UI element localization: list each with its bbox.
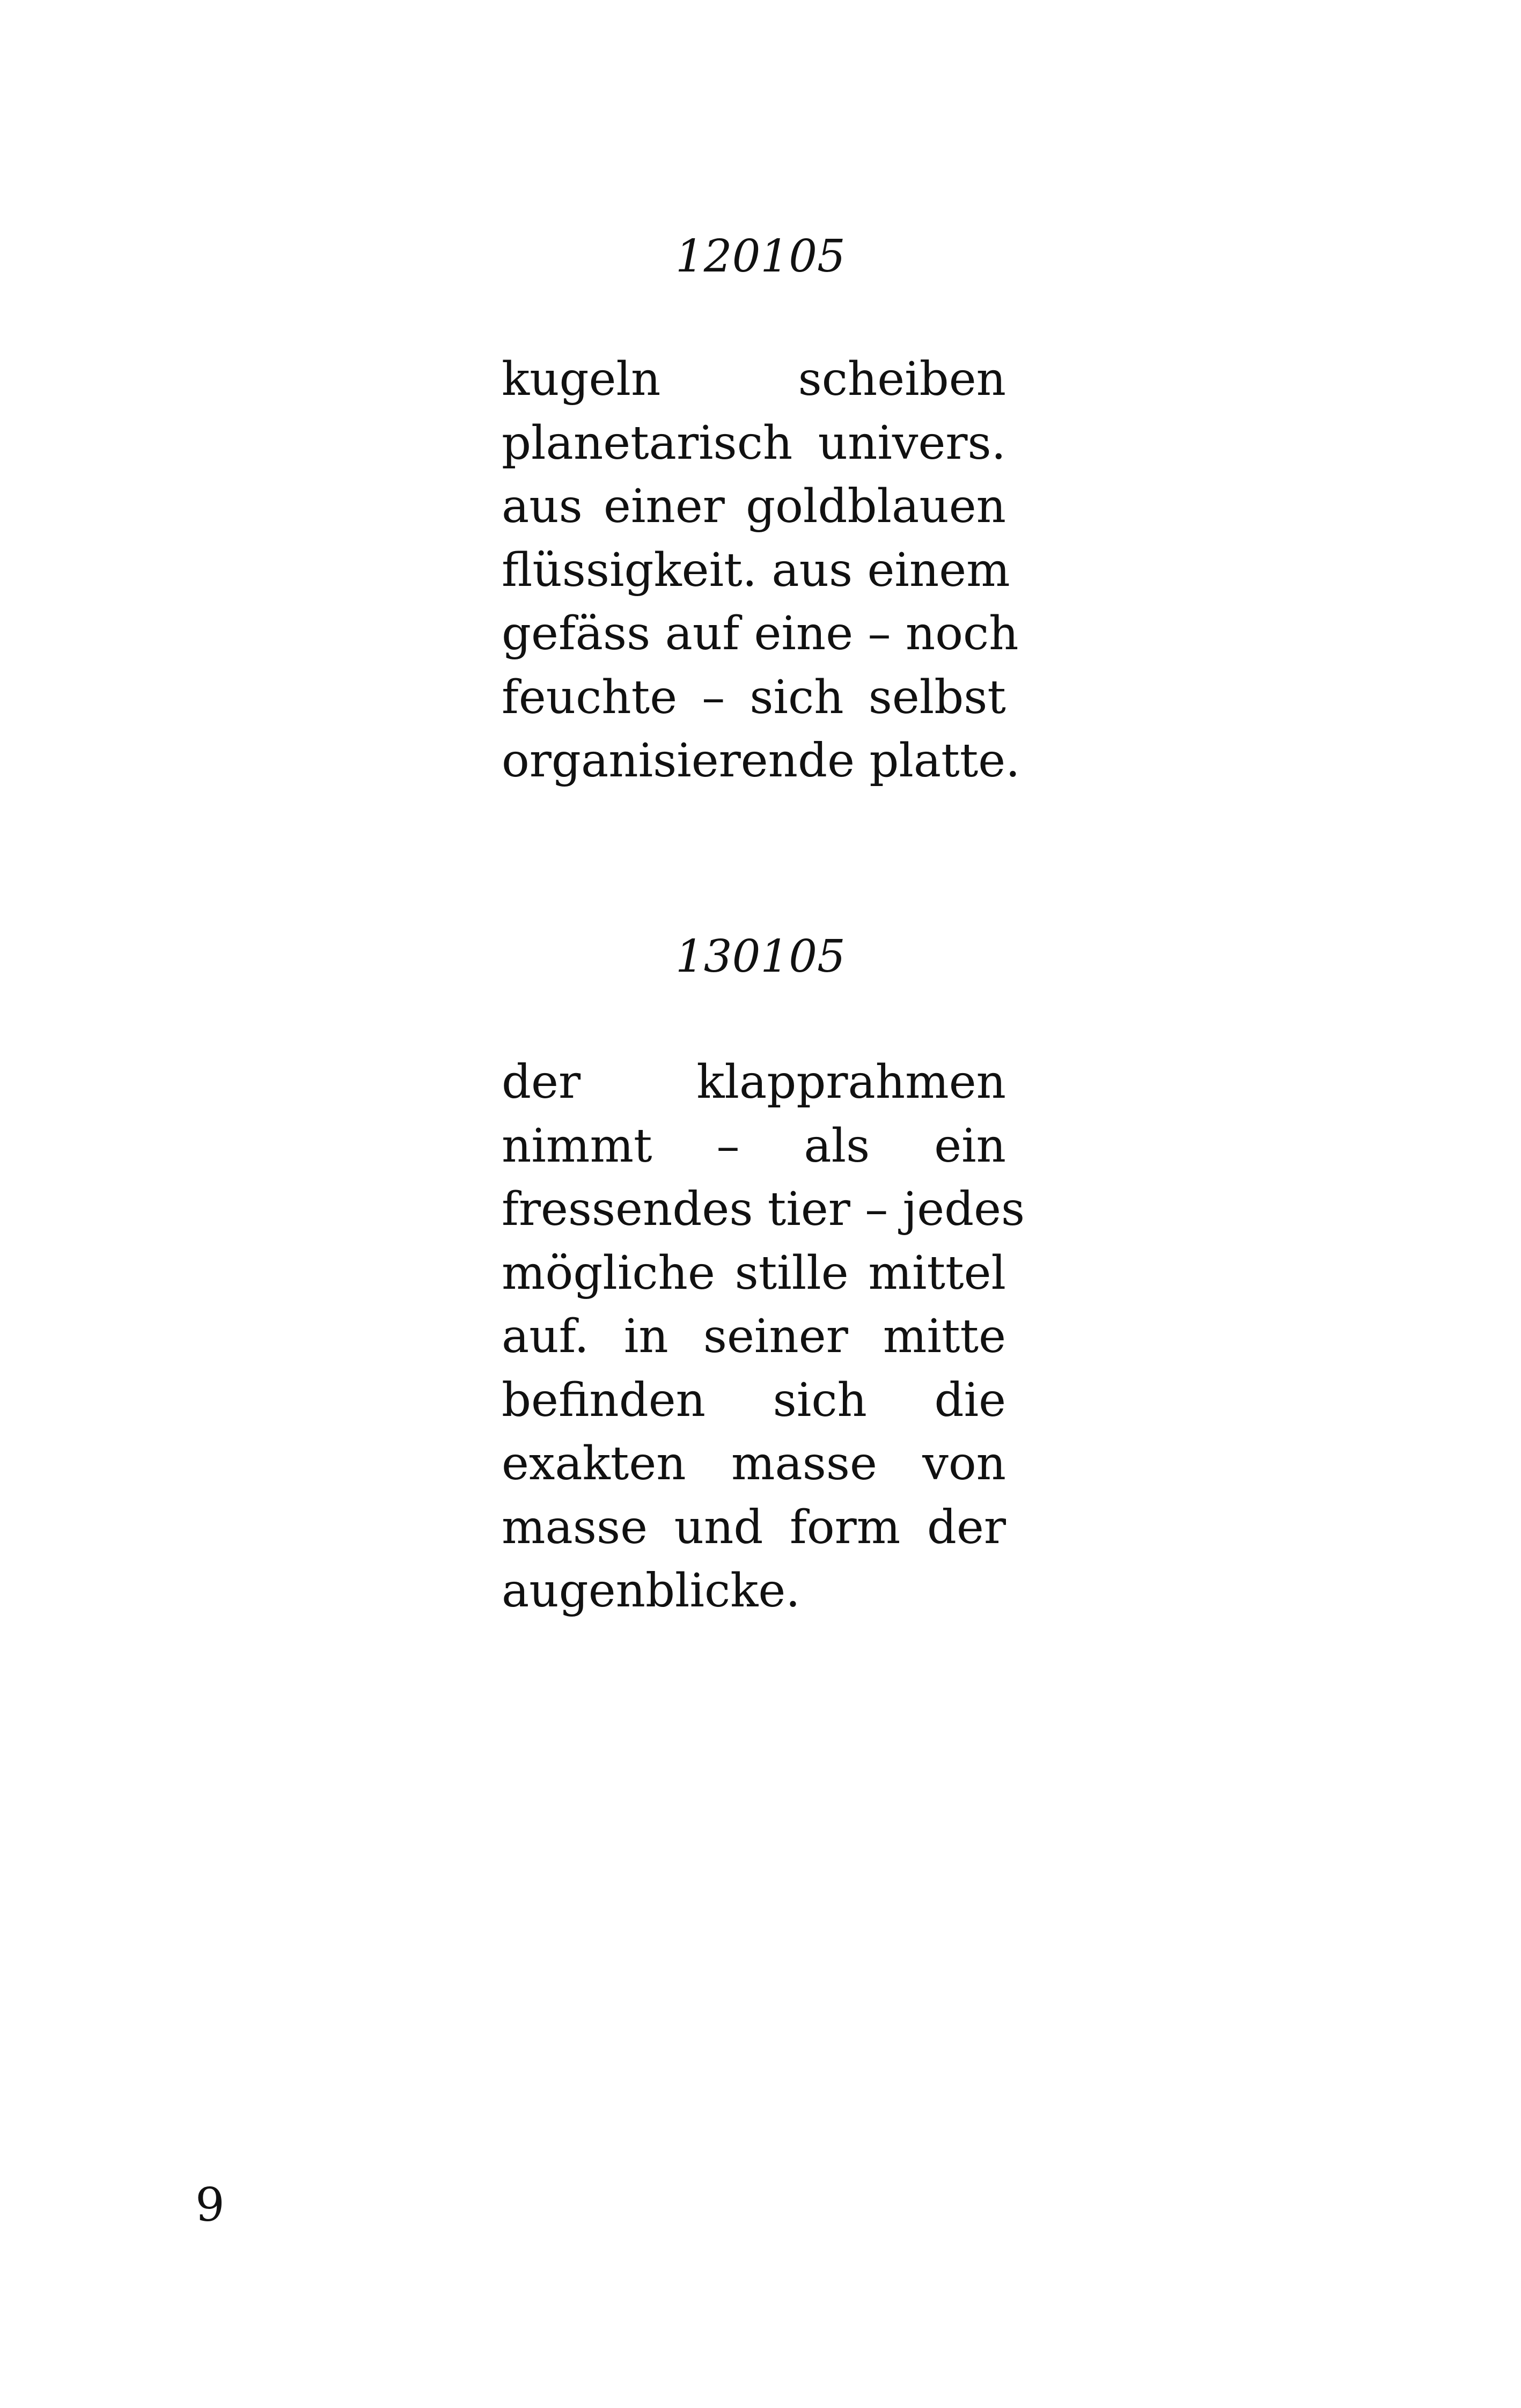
poem-line: kugeln scheiben bbox=[502, 353, 1006, 406]
poem-line: exakten masse von bbox=[502, 1437, 1006, 1491]
poem-line: auf. in seiner mitte bbox=[502, 1310, 1006, 1363]
poem-line: masse und form der bbox=[502, 1500, 1006, 1554]
poem-line: flüssigkeit. aus einem bbox=[502, 543, 1010, 597]
entry-date-2: 130105 bbox=[675, 930, 846, 982]
poem-line: augenblicke. bbox=[502, 1564, 800, 1618]
entry-text-2 bbox=[502, 1051, 1025, 1623]
entry-date-1: 120105 bbox=[675, 230, 846, 282]
poem-line: fressendes tier – jedes bbox=[502, 1183, 1025, 1236]
entry-text-1 bbox=[502, 348, 1020, 793]
poem-line: gefäss auf eine – noch bbox=[502, 607, 1019, 660]
poem-line: feuchte – sich selbst bbox=[502, 670, 1006, 724]
poem-line: organisierende platte. bbox=[502, 734, 1020, 788]
poem-line: planetarisch univers. bbox=[502, 416, 1006, 470]
poem-line: befinden sich die bbox=[502, 1373, 1006, 1427]
poem-line: mögliche stille mittel bbox=[502, 1246, 1006, 1300]
poem-line: der klapprahmen bbox=[502, 1055, 1006, 1109]
poem-line: aus einer goldblauen bbox=[502, 480, 1006, 533]
page-number: 9 bbox=[195, 2178, 225, 2232]
poem-line: nimmt – als ein bbox=[502, 1119, 1006, 1173]
